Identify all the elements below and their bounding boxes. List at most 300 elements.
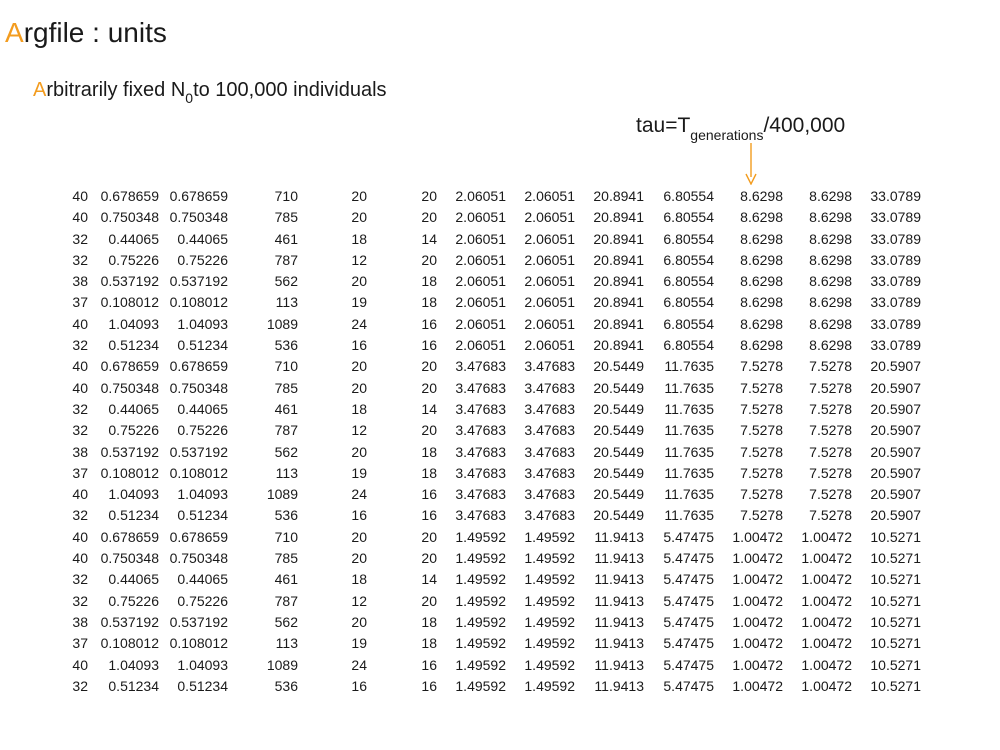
- table-cell: 10.5271: [870, 677, 921, 694]
- table-cell: 3.47683: [524, 358, 575, 375]
- table-cell: 0.750348: [169, 209, 228, 226]
- table-cell: 6.80554: [663, 337, 714, 354]
- table-cell: 10.5271: [870, 528, 921, 545]
- table-cell: 113: [275, 464, 298, 481]
- table-cell: 11.7635: [664, 507, 714, 524]
- table-cell: 20.8941: [593, 315, 644, 332]
- table-cell: 11.9413: [594, 550, 644, 567]
- table-cell: 20: [351, 379, 367, 396]
- table-row: [0, 591, 921, 612]
- table-cell: 710: [274, 188, 298, 204]
- table-cell: 2.06051: [524, 273, 575, 290]
- table-cell: 8.6298: [740, 209, 783, 226]
- table-cell: 12: [351, 251, 367, 268]
- table-cell: 1.04093: [108, 486, 159, 503]
- table-cell: 11.9413: [594, 528, 644, 545]
- table-cell: 562: [274, 273, 298, 290]
- table-cell: 0.51234: [177, 677, 228, 694]
- table-cell: 20.5907: [870, 400, 921, 417]
- table-cell: 33.0789: [870, 337, 921, 354]
- table-cell: 2.06051: [524, 209, 575, 226]
- table-cell: 785: [274, 550, 298, 567]
- table-cell: 1089: [266, 656, 298, 673]
- table-cell: 20.5907: [870, 358, 921, 375]
- table-cell: 11.9413: [594, 592, 644, 609]
- table-cell: 3.47683: [524, 486, 575, 503]
- table-cell: 0.678659: [100, 188, 159, 204]
- table-cell: 2.06051: [455, 337, 506, 354]
- table-cell: 20: [351, 188, 367, 204]
- table-cell: 33.0789: [870, 188, 921, 204]
- table-cell: 37: [72, 464, 88, 481]
- table-cell: 8.6298: [740, 230, 783, 247]
- table-cell: 40: [72, 188, 88, 204]
- table-cell: 710: [274, 358, 298, 375]
- table-cell: 20: [421, 592, 437, 609]
- table-cell: 20.5449: [593, 422, 644, 439]
- table-cell: 32: [72, 592, 88, 609]
- table-row: [0, 250, 921, 271]
- table-cell: 6.80554: [663, 251, 714, 268]
- table-cell: 1.49592: [455, 635, 506, 652]
- table-cell: 19: [351, 635, 367, 652]
- table-cell: 16: [351, 337, 367, 354]
- table-row: [0, 356, 921, 377]
- table-cell: 1.00472: [732, 550, 783, 567]
- table-cell: 18: [421, 273, 437, 290]
- table-row: [0, 612, 921, 633]
- table-row: [0, 378, 921, 399]
- table-cell: 0.678659: [169, 528, 228, 545]
- table-cell: 787: [274, 422, 298, 439]
- table-cell: 1.49592: [455, 592, 506, 609]
- table-cell: 2.06051: [455, 209, 506, 226]
- table-cell: 3.47683: [524, 379, 575, 396]
- table-cell: 5.47475: [663, 550, 714, 567]
- table-cell: 2.06051: [524, 294, 575, 311]
- table-cell: 24: [351, 656, 367, 673]
- slide-subtitle: [33, 76, 387, 105]
- table-cell: 1.00472: [801, 677, 852, 694]
- formula-pre: tau=T: [636, 114, 691, 137]
- table-cell: 1.49592: [524, 571, 575, 588]
- table-cell: 5.47475: [663, 656, 714, 673]
- table-cell: 20.8941: [593, 273, 644, 290]
- table-cell: 0.750348: [100, 379, 159, 396]
- table-cell: 8.6298: [809, 188, 852, 204]
- table-cell: 11.7635: [664, 443, 714, 460]
- table-cell: 0.51234: [108, 337, 159, 354]
- table-cell: 18: [351, 230, 367, 247]
- table-cell: 113: [275, 294, 298, 311]
- table-cell: 1.00472: [801, 550, 852, 567]
- formula-subscript: generations: [690, 127, 764, 143]
- table-cell: 0.44065: [108, 230, 159, 247]
- table-cell: 562: [274, 443, 298, 460]
- table-cell: 5.47475: [663, 613, 714, 630]
- table-cell: 19: [351, 294, 367, 311]
- table-cell: 1.49592: [455, 550, 506, 567]
- table-cell: 8.6298: [809, 294, 852, 311]
- table-row: [0, 314, 921, 335]
- table-cell: 38: [72, 443, 88, 460]
- table-cell: 1.49592: [524, 550, 575, 567]
- table-cell: 40: [72, 528, 88, 545]
- table-row: [0, 463, 921, 484]
- table-cell: 20.5449: [593, 486, 644, 503]
- table-cell: 20: [421, 422, 437, 439]
- table-cell: 11.7635: [664, 464, 714, 481]
- table-cell: 1.04093: [108, 315, 159, 332]
- table-cell: 32: [72, 677, 88, 694]
- table-cell: 7.5278: [809, 358, 852, 375]
- table-cell: 0.51234: [177, 337, 228, 354]
- table-cell: 3.47683: [455, 486, 506, 503]
- table-cell: 7.5278: [740, 379, 783, 396]
- table-cell: 7.5278: [809, 400, 852, 417]
- table-cell: 20.8941: [593, 337, 644, 354]
- table-cell: 11.7635: [664, 358, 714, 375]
- table-cell: 37: [72, 635, 88, 652]
- table-row: [0, 655, 921, 676]
- table-row: [0, 633, 921, 654]
- subtitle-text-pre: rbitrarily fixed N: [46, 79, 186, 101]
- table-cell: 20.8941: [593, 209, 644, 226]
- table-row: [0, 292, 921, 313]
- table-cell: 7.5278: [809, 422, 852, 439]
- table-cell: 1.00472: [801, 592, 852, 609]
- table-cell: 16: [421, 507, 437, 524]
- table-cell: 2.06051: [455, 273, 506, 290]
- table-row: [0, 484, 921, 505]
- table-cell: 11.7635: [664, 400, 714, 417]
- table-cell: 16: [421, 656, 437, 673]
- table-cell: 1089: [266, 486, 298, 503]
- table-cell: 0.44065: [177, 400, 228, 417]
- table-row: [0, 229, 921, 250]
- formula-post: /400,000: [763, 114, 846, 137]
- title-text: rgfile : units: [23, 17, 167, 48]
- table-cell: 0.537192: [100, 443, 159, 460]
- table-cell: 2.06051: [524, 230, 575, 247]
- table-cell: 8.6298: [740, 337, 783, 354]
- table-cell: 20.5449: [593, 400, 644, 417]
- table-cell: 8.6298: [809, 209, 852, 226]
- table-cell: 33.0789: [870, 209, 921, 226]
- table-cell: 113: [275, 635, 298, 652]
- table-cell: 1.00472: [801, 613, 852, 630]
- table-cell: 32: [72, 507, 88, 524]
- tau-formula: [636, 112, 845, 141]
- table-cell: 5.47475: [663, 571, 714, 588]
- table-cell: 20.8941: [593, 251, 644, 268]
- table-cell: 20.5907: [870, 443, 921, 460]
- table-cell: 20.5907: [870, 422, 921, 439]
- table-cell: 8.6298: [809, 251, 852, 268]
- table-cell: 0.75226: [177, 422, 228, 439]
- table-cell: 0.537192: [169, 443, 228, 460]
- table-cell: 40: [72, 315, 88, 332]
- table-cell: 18: [351, 400, 367, 417]
- table-cell: 11.9413: [594, 613, 644, 630]
- subtitle-text-post: to 100,000 individuals: [193, 79, 387, 101]
- table-cell: 33.0789: [870, 315, 921, 332]
- table-cell: 20: [421, 379, 437, 396]
- table-cell: 1.00472: [732, 571, 783, 588]
- table-cell: 0.75226: [108, 422, 159, 439]
- table-cell: 32: [72, 337, 88, 354]
- table-cell: 38: [72, 613, 88, 630]
- table-cell: 1.49592: [524, 613, 575, 630]
- table-cell: 33.0789: [870, 251, 921, 268]
- table-cell: 20: [421, 358, 437, 375]
- table-cell: 6.80554: [663, 273, 714, 290]
- table-cell: 1.00472: [732, 635, 783, 652]
- table-cell: 10.5271: [870, 550, 921, 567]
- table-cell: 11.7635: [664, 486, 714, 503]
- table-cell: 7.5278: [809, 507, 852, 524]
- table-cell: 7.5278: [740, 464, 783, 481]
- table-cell: 1.00472: [732, 677, 783, 694]
- table-cell: 2.06051: [455, 230, 506, 247]
- table-cell: 20.5449: [593, 507, 644, 524]
- table-cell: 8.6298: [740, 315, 783, 332]
- table-cell: 10.5271: [870, 592, 921, 609]
- table-cell: 18: [421, 635, 437, 652]
- table-cell: 8.6298: [809, 337, 852, 354]
- table-cell: 461: [274, 571, 298, 588]
- table-cell: 32: [72, 230, 88, 247]
- table-cell: 18: [421, 294, 437, 311]
- table-cell: 18: [421, 443, 437, 460]
- table-row: [0, 186, 921, 207]
- table-cell: 40: [72, 379, 88, 396]
- table-cell: 1.49592: [524, 635, 575, 652]
- table-cell: 3.47683: [455, 507, 506, 524]
- table-cell: 11.9413: [594, 677, 644, 694]
- table-cell: 14: [421, 400, 437, 417]
- table-cell: 16: [421, 315, 437, 332]
- table-cell: 6.80554: [663, 230, 714, 247]
- table-cell: 0.51234: [108, 507, 159, 524]
- table-cell: 8.6298: [740, 294, 783, 311]
- table-cell: 0.44065: [177, 571, 228, 588]
- table-cell: 0.44065: [177, 230, 228, 247]
- table-cell: 8.6298: [740, 251, 783, 268]
- table-cell: 20.5449: [593, 443, 644, 460]
- table-cell: 0.678659: [100, 528, 159, 545]
- table-cell: 11.7635: [664, 379, 714, 396]
- table-cell: 20: [421, 528, 437, 545]
- table-cell: 2.06051: [524, 188, 575, 204]
- table-cell: 20.5907: [870, 486, 921, 503]
- table-cell: 3.47683: [455, 379, 506, 396]
- table-cell: 2.06051: [524, 337, 575, 354]
- table-cell: 19: [351, 464, 367, 481]
- table-cell: 5.47475: [663, 592, 714, 609]
- table-cell: 536: [274, 507, 298, 524]
- table-cell: 6.80554: [663, 188, 714, 204]
- table-cell: 20: [351, 613, 367, 630]
- table-cell: 20.5907: [870, 507, 921, 524]
- table-cell: 0.75226: [108, 592, 159, 609]
- table-cell: 3.47683: [524, 422, 575, 439]
- table-cell: 20: [351, 209, 367, 226]
- table-cell: 2.06051: [455, 294, 506, 311]
- table-cell: 7.5278: [809, 379, 852, 396]
- table-cell: 11.9413: [594, 635, 644, 652]
- table-cell: 40: [72, 209, 88, 226]
- table-cell: 1.04093: [177, 656, 228, 673]
- table-row: [0, 676, 921, 697]
- table-cell: 20.8941: [593, 188, 644, 204]
- table-cell: 7.5278: [809, 486, 852, 503]
- subtitle-subscript: 0: [185, 90, 194, 106]
- table-cell: 40: [72, 358, 88, 375]
- table-cell: 0.44065: [108, 571, 159, 588]
- table-cell: 0.51234: [177, 507, 228, 524]
- table-cell: 32: [72, 571, 88, 588]
- table-cell: 8.6298: [740, 273, 783, 290]
- table-cell: 1.00472: [801, 528, 852, 545]
- table-cell: 14: [421, 230, 437, 247]
- table-cell: 3.47683: [524, 507, 575, 524]
- table-row: [0, 527, 921, 548]
- table-cell: 8.6298: [809, 273, 852, 290]
- table-cell: 562: [274, 613, 298, 630]
- table-cell: 0.75226: [108, 251, 159, 268]
- table-cell: 16: [351, 677, 367, 694]
- table-cell: 787: [274, 592, 298, 609]
- table-cell: 1.04093: [177, 486, 228, 503]
- down-arrow-icon: [744, 143, 758, 185]
- table-cell: 3.47683: [524, 464, 575, 481]
- table-row: [0, 399, 921, 420]
- table-row: [0, 271, 921, 292]
- table-cell: 18: [421, 613, 437, 630]
- table-cell: 20: [351, 273, 367, 290]
- table-cell: 0.108012: [169, 635, 228, 652]
- table-cell: 3.47683: [455, 422, 506, 439]
- table-cell: 20: [351, 528, 367, 545]
- table-cell: 3.47683: [455, 443, 506, 460]
- table-cell: 0.750348: [100, 209, 159, 226]
- table-cell: 0.537192: [100, 613, 159, 630]
- table-cell: 10.5271: [870, 613, 921, 630]
- table-cell: 7.5278: [740, 422, 783, 439]
- table-cell: 40: [72, 550, 88, 567]
- table-cell: 2.06051: [455, 188, 506, 204]
- table-cell: 20: [351, 358, 367, 375]
- table-cell: 461: [274, 400, 298, 417]
- table-cell: 0.108012: [100, 294, 159, 311]
- table-cell: 2.06051: [455, 315, 506, 332]
- table-cell: 0.678659: [100, 358, 159, 375]
- table-cell: 1.49592: [455, 571, 506, 588]
- table-cell: 7.5278: [740, 507, 783, 524]
- table-cell: 2.06051: [455, 251, 506, 268]
- table-cell: 0.75226: [177, 592, 228, 609]
- table-cell: 0.108012: [169, 464, 228, 481]
- table-cell: 3.47683: [524, 443, 575, 460]
- table-cell: 1.00472: [801, 656, 852, 673]
- table-cell: 1.49592: [524, 528, 575, 545]
- table-cell: 16: [421, 337, 437, 354]
- subtitle-accent-letter: A: [33, 79, 47, 101]
- table-cell: 40: [72, 656, 88, 673]
- table-cell: 785: [274, 209, 298, 226]
- table-cell: 37: [72, 294, 88, 311]
- table-cell: 1.00472: [732, 613, 783, 630]
- table-cell: 7.5278: [740, 486, 783, 503]
- table-cell: 20: [351, 550, 367, 567]
- table-cell: 710: [274, 528, 298, 545]
- table-cell: 0.537192: [100, 273, 159, 290]
- table-cell: 20.8941: [593, 230, 644, 247]
- table-cell: 20: [421, 188, 437, 204]
- table-cell: 787: [274, 251, 298, 268]
- table-cell: 5.47475: [663, 635, 714, 652]
- title-accent-letter: A: [5, 17, 24, 48]
- table-cell: 0.51234: [108, 677, 159, 694]
- table-cell: 16: [421, 677, 437, 694]
- table-cell: 1.49592: [455, 677, 506, 694]
- table-cell: 7.5278: [740, 358, 783, 375]
- table-cell: 3.47683: [524, 400, 575, 417]
- table-cell: 33.0789: [870, 273, 921, 290]
- table-cell: 1.00472: [801, 571, 852, 588]
- table-cell: 20.5907: [870, 379, 921, 396]
- table-cell: 8.6298: [809, 230, 852, 247]
- table-cell: 0.678659: [169, 358, 228, 375]
- table-cell: 536: [274, 337, 298, 354]
- table-cell: 20: [421, 550, 437, 567]
- table-cell: 33.0789: [870, 230, 921, 247]
- table-cell: 2.06051: [524, 315, 575, 332]
- table-cell: 1.49592: [455, 613, 506, 630]
- table-cell: 10.5271: [870, 635, 921, 652]
- table-cell: 8.6298: [740, 188, 783, 204]
- table-cell: 0.750348: [100, 550, 159, 567]
- table-cell: 14: [421, 571, 437, 588]
- table-cell: 24: [351, 486, 367, 503]
- table-cell: 20: [421, 209, 437, 226]
- table-cell: 20.5449: [593, 379, 644, 396]
- table-cell: 1.00472: [801, 635, 852, 652]
- table-cell: 0.108012: [100, 464, 159, 481]
- table-cell: 1.49592: [455, 528, 506, 545]
- table-cell: 0.108012: [169, 294, 228, 311]
- argfile-data-table: [0, 186, 921, 697]
- table-cell: 1.00472: [732, 656, 783, 673]
- table-cell: 536: [274, 677, 298, 694]
- table-cell: 1.49592: [524, 592, 575, 609]
- table-cell: 1.49592: [524, 677, 575, 694]
- table-cell: 0.108012: [100, 635, 159, 652]
- slide-title: [5, 13, 167, 53]
- table-cell: 16: [351, 507, 367, 524]
- table-cell: 2.06051: [524, 251, 575, 268]
- table-row: [0, 569, 921, 590]
- table-cell: 20.5449: [593, 358, 644, 375]
- table-cell: 11.9413: [594, 571, 644, 588]
- table-cell: 20: [421, 251, 437, 268]
- table-cell: 461: [274, 230, 298, 247]
- table-cell: 33.0789: [870, 294, 921, 311]
- table-cell: 20.8941: [593, 294, 644, 311]
- table-cell: 1089: [266, 315, 298, 332]
- table-cell: 785: [274, 379, 298, 396]
